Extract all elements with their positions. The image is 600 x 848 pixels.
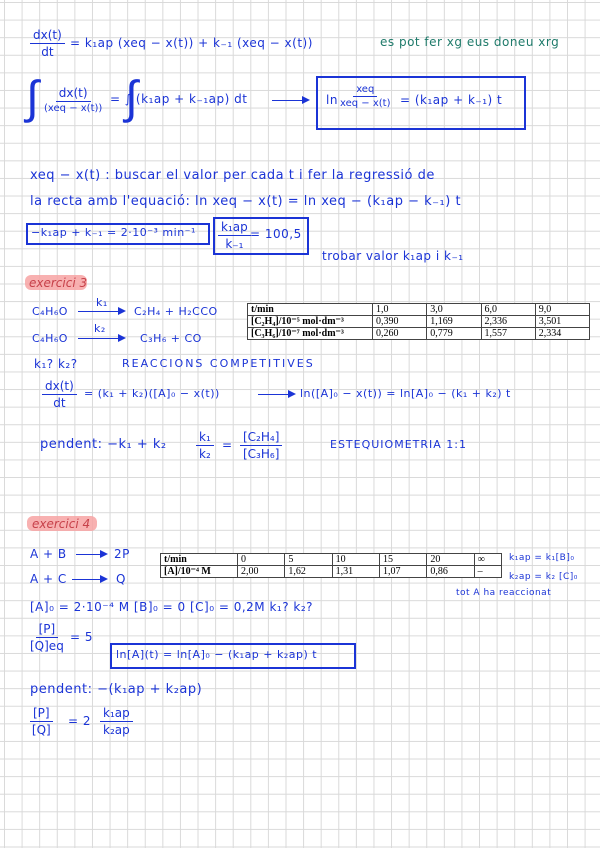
table-cell: 2,00 xyxy=(238,566,285,578)
ex4-final-fraction xyxy=(30,706,53,737)
table-cell: 9,0 xyxy=(535,304,589,316)
table-cell: 3,501 xyxy=(535,316,589,328)
ex4-r1-arrow xyxy=(76,554,106,555)
ex4-ln-box-text: ln[A](t) = ln[A]₀ − (k₁ap + k₂ap) t xyxy=(116,648,318,661)
ex3-question: k₁? k₂? xyxy=(34,357,78,371)
table-row xyxy=(248,304,590,316)
ex4-final-num: [P] xyxy=(30,706,53,722)
table-cell: 10 xyxy=(332,554,379,566)
ex3-r2-k: k₂ xyxy=(94,322,106,335)
ex4-r1-p: 2P xyxy=(114,547,130,561)
int-lhs-num: dx(t) xyxy=(56,86,91,102)
box2-fraction xyxy=(218,220,251,251)
table-cell: 0,86 xyxy=(427,566,474,578)
ex4-side-1: k₁ap = k₁[B]₀ xyxy=(509,553,575,563)
regression-line-1: xeq − x(t) : buscar el valor per cada t i fer la regressió de xyxy=(30,168,435,183)
table-row xyxy=(161,554,502,566)
int-result-den: xeq − x(t) xyxy=(340,98,391,109)
table-cell: 6,0 xyxy=(481,304,535,316)
table-cell: t/min xyxy=(161,554,238,566)
ex3-deriv-arrow xyxy=(258,394,294,395)
table-cell: 0,260 xyxy=(373,328,427,340)
ex3-deriv-num: dx(t) xyxy=(42,379,77,395)
ex4-ratio-num: [P] xyxy=(36,622,59,638)
result-box-1-text: −k₁ap + k₋₁ = 2·10⁻³ min⁻¹ xyxy=(31,226,196,239)
box2-den: k₋₁ xyxy=(225,237,244,251)
ex3-conc-fraction xyxy=(240,430,282,461)
table-cell: 3,0 xyxy=(427,304,481,316)
eq1-lhs-den: dt xyxy=(41,45,54,59)
ex3-conc-den: [C₃H₆] xyxy=(243,447,280,461)
table-cell: 1,62 xyxy=(285,566,332,578)
box2-rhs: = 100,5 xyxy=(250,227,302,241)
ex4-final-den: [Q] xyxy=(31,723,51,737)
eq1-lhs-num: dx(t) xyxy=(30,28,65,44)
ex4-final-k-den: k₂ap xyxy=(103,723,130,737)
ex3-ratio-eq: = xyxy=(222,438,233,452)
ex3-deriv-rhs: = (k₁ + k₂)([A]₀ − x(t)) xyxy=(84,387,220,400)
table-cell: 0,390 xyxy=(373,316,427,328)
eq1-note: es pot fer xg eus doneu xrg xyxy=(380,35,560,49)
table-cell: t/min xyxy=(248,304,373,316)
ex3-slope: pendent: −k₁ + k₂ xyxy=(40,437,167,452)
table-cell: 15 xyxy=(379,554,426,566)
integral-sign-2: ∫ xyxy=(125,70,139,124)
table-cell: [C₂H₄]/10⁻⁵ mol·dm⁻³ xyxy=(248,316,373,328)
ex4-ratio-fraction xyxy=(30,622,64,653)
integral-sign-1: ∫ xyxy=(26,70,40,124)
table-cell: 2,334 xyxy=(535,328,589,340)
int-result-ln: ln xyxy=(326,93,338,107)
box2-num: k₁ap xyxy=(218,220,251,236)
int-arrow xyxy=(272,100,308,101)
ex4-final-k-fraction xyxy=(100,706,133,737)
table-row xyxy=(161,566,502,578)
ex4-ratio-den: [Q]eq xyxy=(30,639,64,653)
ex4-r2-arrow xyxy=(72,579,106,580)
ex4-final-eq: = 2 xyxy=(68,714,92,728)
ex4-slope: pendent: −(k₁ap + k₂ap) xyxy=(30,682,203,697)
ex3-r2-right: C₃H₆ + CO xyxy=(140,332,202,345)
ex3-r2-arrow xyxy=(78,338,124,339)
table-cell: [A]/10⁻⁴ M xyxy=(161,566,238,578)
ex3-r1-left: C₄H₆O xyxy=(32,305,68,318)
ex3-deriv-fraction xyxy=(42,379,77,410)
ex3-title: REACCIONS COMPETITIVES xyxy=(122,357,315,370)
ex3-r1-right: C₂H₄ + H₂CCO xyxy=(134,305,218,318)
int-result-rhs: = (k₁ap + k₋₁) t xyxy=(400,93,503,107)
regression-line-2: la recta amb l'equació: ln xeq − x(t) = ln xeq − (k₁ap − k₋₁) t xyxy=(30,194,462,209)
table-cell: ∞ xyxy=(474,554,501,566)
int-result-num: xeq xyxy=(353,84,377,97)
ex3-ln-eq: ln([A]₀ − x(t)) = ln[A]₀ − (k₁ + k₂) t xyxy=(300,387,511,400)
int-result-fraction xyxy=(340,84,391,109)
ex3-data-table xyxy=(247,303,590,340)
ex3-r2-left: C₄H₆O xyxy=(32,332,68,345)
int-lhs-den: (xeq − x(t)) xyxy=(44,103,103,114)
table-cell: 20 xyxy=(427,554,474,566)
table-row xyxy=(248,328,590,340)
eq1-rhs: = k₁ap (xeq − x(t)) + k₋₁ (xeq − x(t)) xyxy=(70,36,313,50)
table-cell: [C₃H₆]/10⁻⁷ mol·dm⁻³ xyxy=(248,328,373,340)
ex3-stoich: ESTEQUIOMETRIA 1:1 xyxy=(330,438,467,451)
int-lhs-fraction xyxy=(44,86,102,114)
ex4-ratio-rhs: = 5 xyxy=(70,630,94,644)
ex3-conc-num: [C₂H₄] xyxy=(240,430,282,446)
table-cell: 5 xyxy=(285,554,332,566)
table-cell: 1,0 xyxy=(373,304,427,316)
ex3-ratio-den: k₂ xyxy=(199,447,211,461)
table-cell: 1,31 xyxy=(332,566,379,578)
ex4-init: [A]₀ = 2·10⁻⁴ M [B]₀ = 0 [C]₀ = 0,2M k₁? k₂? xyxy=(30,600,314,614)
find-note: trobar valor k₁ap i k₋₁ xyxy=(322,249,464,263)
ex3-ratio-fraction xyxy=(196,430,214,461)
table-cell: 1,07 xyxy=(379,566,426,578)
ex4-r2: A + C xyxy=(30,572,67,586)
ex4-r1: A + B xyxy=(30,547,67,561)
ex4-data-table xyxy=(160,553,502,578)
eq1-lhs-fraction xyxy=(30,28,65,59)
table-row xyxy=(248,316,590,328)
ex3-label: exercici 3 xyxy=(29,276,88,290)
table-cell: 0,779 xyxy=(427,328,481,340)
table-cell: – xyxy=(474,566,501,578)
ex4-r2-p: Q xyxy=(116,572,126,586)
ex4-side-2: k₂ap = k₂ [C]₀ xyxy=(509,572,578,582)
ex4-side-3: tot A ha reaccionat xyxy=(456,588,552,598)
ex3-r1-k: k₁ xyxy=(96,296,108,309)
table-cell: 1,557 xyxy=(481,328,535,340)
ex4-final-k-num: k₁ap xyxy=(100,706,133,722)
ex4-label: exercici 4 xyxy=(32,517,91,531)
ex3-r1-arrow xyxy=(78,311,124,312)
ex3-deriv-den: dt xyxy=(53,396,66,410)
ex3-ratio-num: k₁ xyxy=(196,430,214,446)
int-rhs: = ∫ (k₁ap + k₋₁ap) dt xyxy=(110,92,248,106)
table-cell: 0 xyxy=(238,554,285,566)
table-cell: 1,169 xyxy=(427,316,481,328)
table-cell: 2,336 xyxy=(481,316,535,328)
